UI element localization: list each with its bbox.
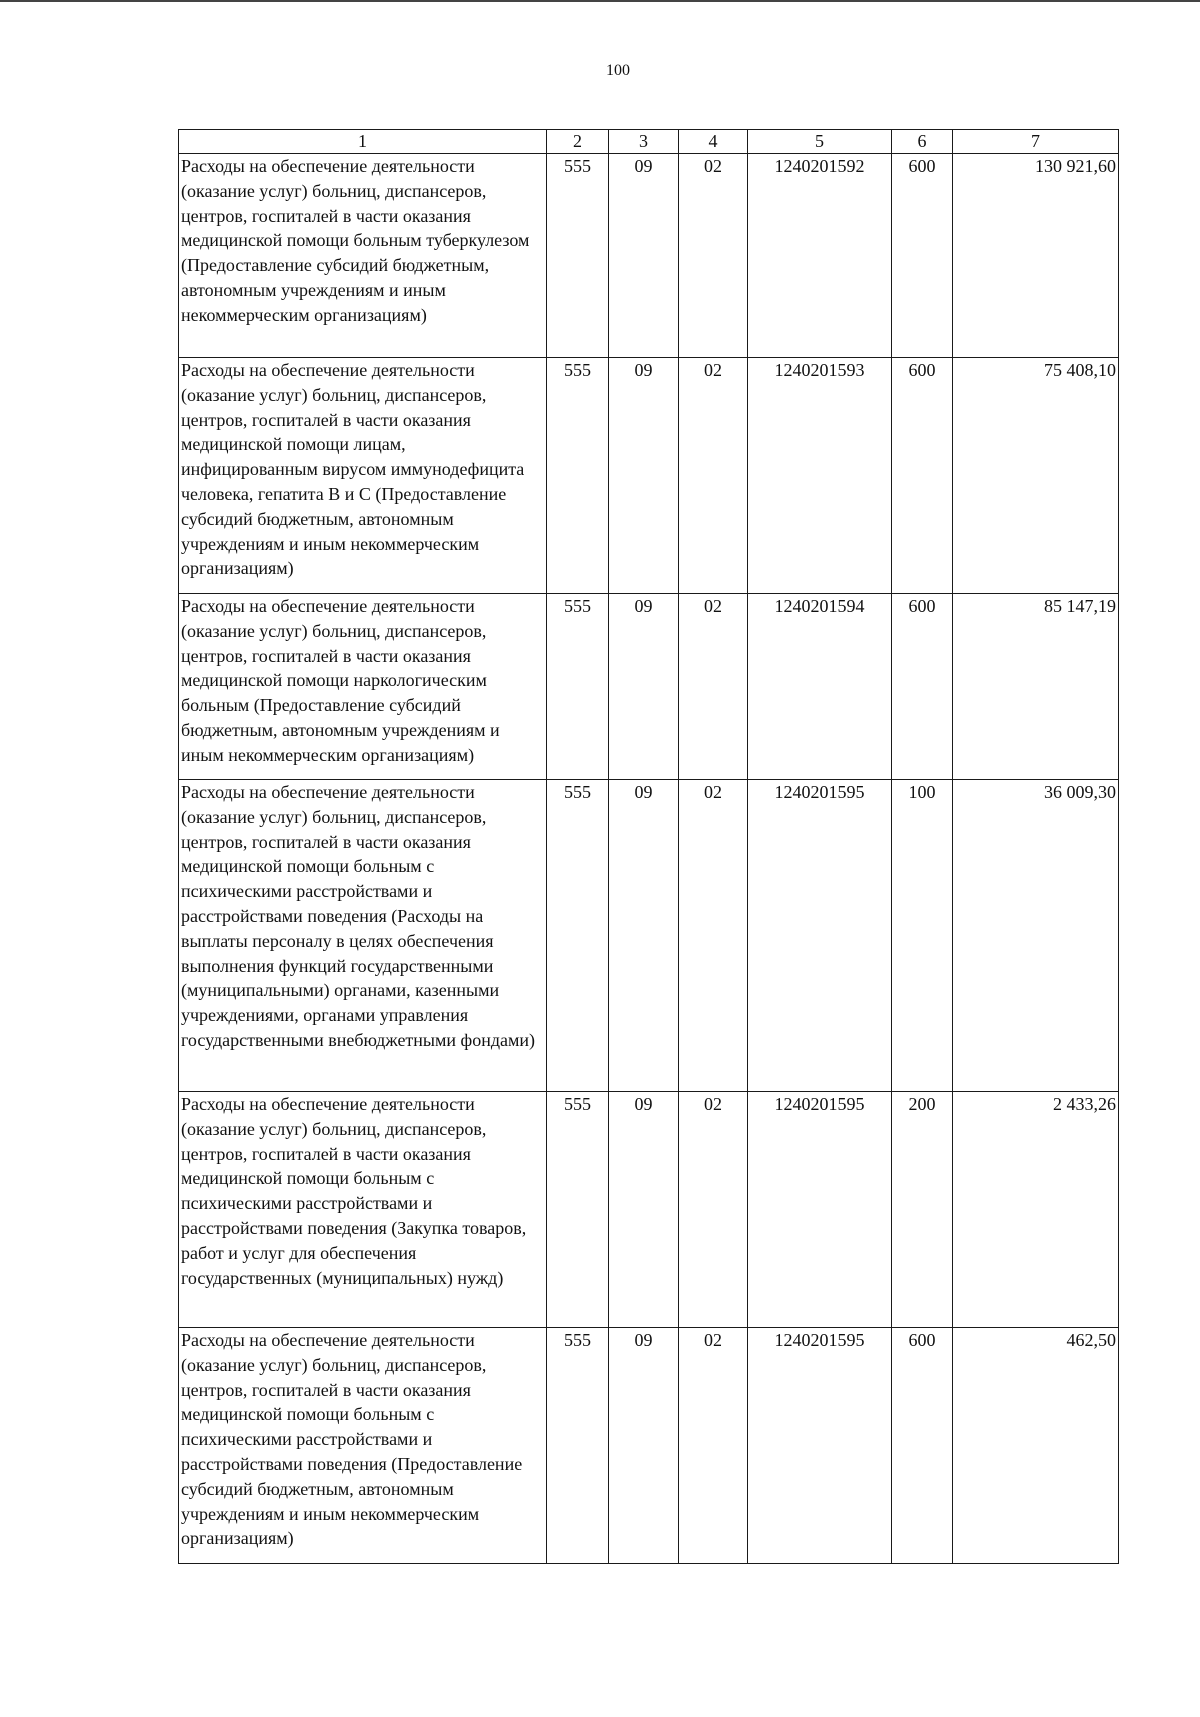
row-section-code: 09 [609,594,679,780]
row-ministry-code: 555 [547,358,609,594]
page-number: 100 [606,62,630,79]
row-section-code: 09 [609,1328,679,1564]
row-expense-type: 600 [892,1328,953,1564]
row-expense-type: 100 [892,780,953,1092]
row-subsection-code: 02 [679,154,748,358]
row-target-article: 1240201593 [748,358,892,594]
row-target-article: 1240201595 [748,780,892,1092]
row-section-code: 09 [609,780,679,1092]
header-col-1: 1 [179,130,547,154]
header-row [179,130,1119,154]
row-expense-type: 600 [892,358,953,594]
header-col-5: 5 [748,130,892,154]
budget-table [178,129,1119,1564]
row-description: Расходы на обеспечение деятельности (оказание услуг) больниц, диспансеров, центров, госпиталей в части оказания медицинской помощи больным с психическими расстройствами и расстройствами поведения (Предоставление субсидий бюджетным, автономным учреждениям и иным некоммерческим организациям) [179,1328,547,1564]
row-subsection-code: 02 [679,594,748,780]
row-subsection-code: 02 [679,780,748,1092]
row-section-code: 09 [609,154,679,358]
row-amount: 75 408,10 [953,358,1119,594]
row-section-code: 09 [609,1092,679,1328]
row-description: Расходы на обеспечение деятельности (оказание услуг) больниц, диспансеров, центров, госпиталей в части оказания медицинской помощи больным с психическими расстройствами и расстройствами поведения (Расходы на выплаты персоналу в целях обеспечения выполнения функций государственными (муниципальными) органами, казенными учреждениями, органами управления государственными внебюджетными фондами) [179,780,547,1092]
row-ministry-code: 555 [547,154,609,358]
row-description: Расходы на обеспечение деятельности (оказание услуг) больниц, диспансеров, центров, госпиталей в части оказания медицинской помощи лицам, инфицированным вирусом иммунодефицита человека, гепатита В и С (Предоставление субсидий бюджетным, автономным учреждениям и иным некоммерческим организациям) [179,358,547,594]
table-row [179,358,1119,594]
row-target-article: 1240201592 [748,154,892,358]
header-col-6: 6 [892,130,953,154]
header-col-3: 3 [609,130,679,154]
row-ministry-code: 555 [547,780,609,1092]
row-description: Расходы на обеспечение деятельности (оказание услуг) больниц, диспансеров, центров, госпиталей в части оказания медицинской помощи наркологическим больным (Предоставление субсидий бюджетным, автономным учреждениям и иным некоммерческим организациям) [179,594,547,780]
row-subsection-code: 02 [679,1328,748,1564]
row-ministry-code: 555 [547,1328,609,1564]
header-col-4: 4 [679,130,748,154]
header-col-2: 2 [547,130,609,154]
row-ministry-code: 555 [547,1092,609,1328]
table-row [179,1328,1119,1564]
table-row [179,594,1119,780]
row-section-code: 09 [609,358,679,594]
row-amount: 85 147,19 [953,594,1119,780]
row-subsection-code: 02 [679,1092,748,1328]
table-row [179,1092,1119,1328]
row-ministry-code: 555 [547,594,609,780]
scan-top-edge [0,0,1200,2]
row-amount: 462,50 [953,1328,1119,1564]
table-row [179,780,1119,1092]
row-description: Расходы на обеспечение деятельности (оказание услуг) больниц, диспансеров, центров, госпиталей в части оказания медицинской помощи больным туберкулезом (Предоставление субсидий бюджетным, автономным учреждениям и иным некоммерческим организациям) [179,154,547,358]
row-expense-type: 200 [892,1092,953,1328]
row-amount: 130 921,60 [953,154,1119,358]
row-description: Расходы на обеспечение деятельности (оказание услуг) больниц, диспансеров, центров, госпиталей в части оказания медицинской помощи больным с психическими расстройствами и расстройствами поведения (Закупка товаров, работ и услуг для обеспечения государственных (муниципальных) нужд) [179,1092,547,1328]
row-amount: 36 009,30 [953,780,1119,1092]
header-col-7: 7 [953,130,1119,154]
row-target-article: 1240201595 [748,1328,892,1564]
table-row [179,154,1119,358]
row-amount: 2 433,26 [953,1092,1119,1328]
row-target-article: 1240201594 [748,594,892,780]
row-expense-type: 600 [892,154,953,358]
row-subsection-code: 02 [679,358,748,594]
row-expense-type: 600 [892,594,953,780]
row-target-article: 1240201595 [748,1092,892,1328]
